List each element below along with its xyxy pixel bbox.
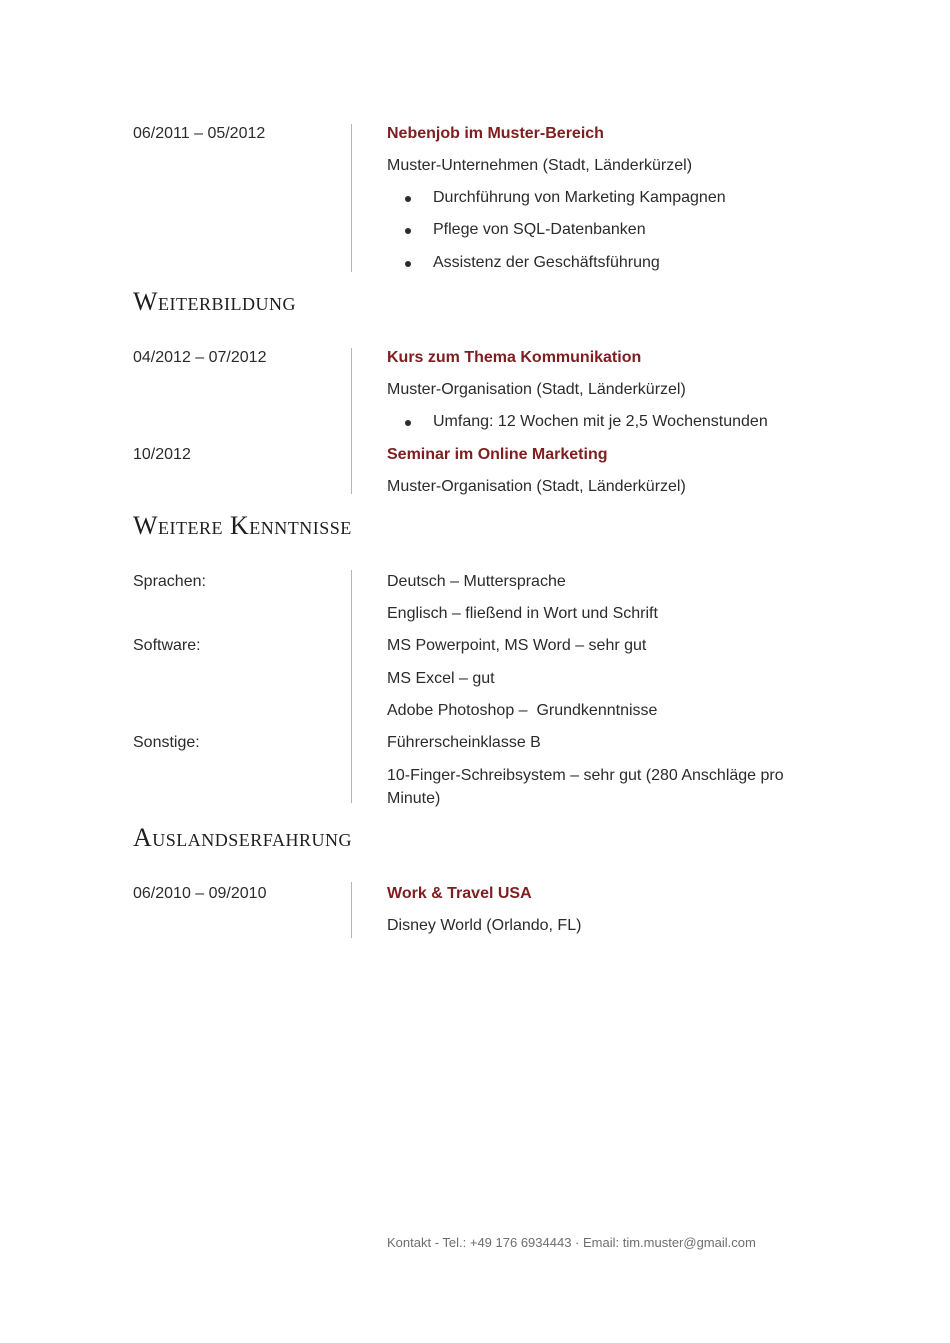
bullet-icon — [405, 261, 411, 267]
section-heading-kenntnisse: Weitere Kenntnisse — [133, 511, 352, 540]
label-sonstige: Sonstige: — [133, 734, 200, 751]
footer-contact: Kontakt - Tel.: +49 176 6934443 · Email: tim.muster@gmail.com — [387, 1235, 756, 1250]
bullet-icon — [405, 228, 411, 234]
label-sprachen: Sprachen: — [133, 573, 206, 590]
nebenjob-bullet: Assistenz der Geschäftsführung — [433, 254, 660, 271]
skill-item: Deutsch – Muttersprache — [387, 573, 566, 590]
nebenjob-title: Nebenjob im Muster-Bereich — [387, 125, 604, 142]
divider-line — [351, 348, 352, 494]
weiterbildung-bullet: Umfang: 12 Wochen mit je 2,5 Wochenstunden — [433, 413, 768, 430]
weiterbildung-title: Kurs zum Thema Kommunikation — [387, 349, 642, 366]
bullet-icon — [405, 420, 411, 426]
nebenjob-date: 06/2011 – 05/2012 — [133, 125, 266, 142]
ausland-title: Work & Travel USA — [387, 885, 532, 902]
label-software: Software: — [133, 637, 201, 654]
weiterbildung-date: 04/2012 – 07/2012 — [133, 349, 267, 366]
weiterbildung-date: 10/2012 — [133, 446, 191, 463]
skill-item: 10-Finger-Schreibsystem – sehr gut (280 Anschläge pro — [387, 767, 784, 784]
weiterbildung-org: Muster-Organisation (Stadt, Länderkürzel) — [387, 478, 686, 495]
skill-item: Adobe Photoshop – Grundkenntnisse — [387, 702, 658, 719]
weiterbildung-org: Muster-Organisation (Stadt, Länderkürzel) — [387, 381, 686, 398]
skill-item: Englisch – fließend in Wort und Schrift — [387, 605, 658, 622]
bullet-icon — [405, 196, 411, 202]
skill-item: MS Excel – gut — [387, 670, 495, 687]
ausland-date: 06/2010 – 09/2010 — [133, 885, 267, 902]
section-heading-weiterbildung: Weiterbildung — [133, 287, 297, 316]
nebenjob-bullet: Durchführung von Marketing Kampagnen — [433, 189, 726, 206]
section-heading-ausland: Auslandserfahrung — [133, 823, 352, 852]
nebenjob-bullet: Pflege von SQL-Datenbanken — [433, 221, 646, 238]
skill-item: Führerscheinklasse B — [387, 734, 541, 751]
divider-line — [351, 570, 352, 803]
skill-item: Minute) — [387, 790, 441, 807]
nebenjob-company: Muster-Unternehmen (Stadt, Länderkürzel) — [387, 157, 693, 174]
divider-line — [351, 882, 352, 938]
divider-line — [351, 124, 352, 272]
skill-item: MS Powerpoint, MS Word – sehr gut — [387, 637, 647, 654]
ausland-place: Disney World (Orlando, FL) — [387, 917, 582, 934]
weiterbildung-title: Seminar im Online Marketing — [387, 446, 608, 463]
